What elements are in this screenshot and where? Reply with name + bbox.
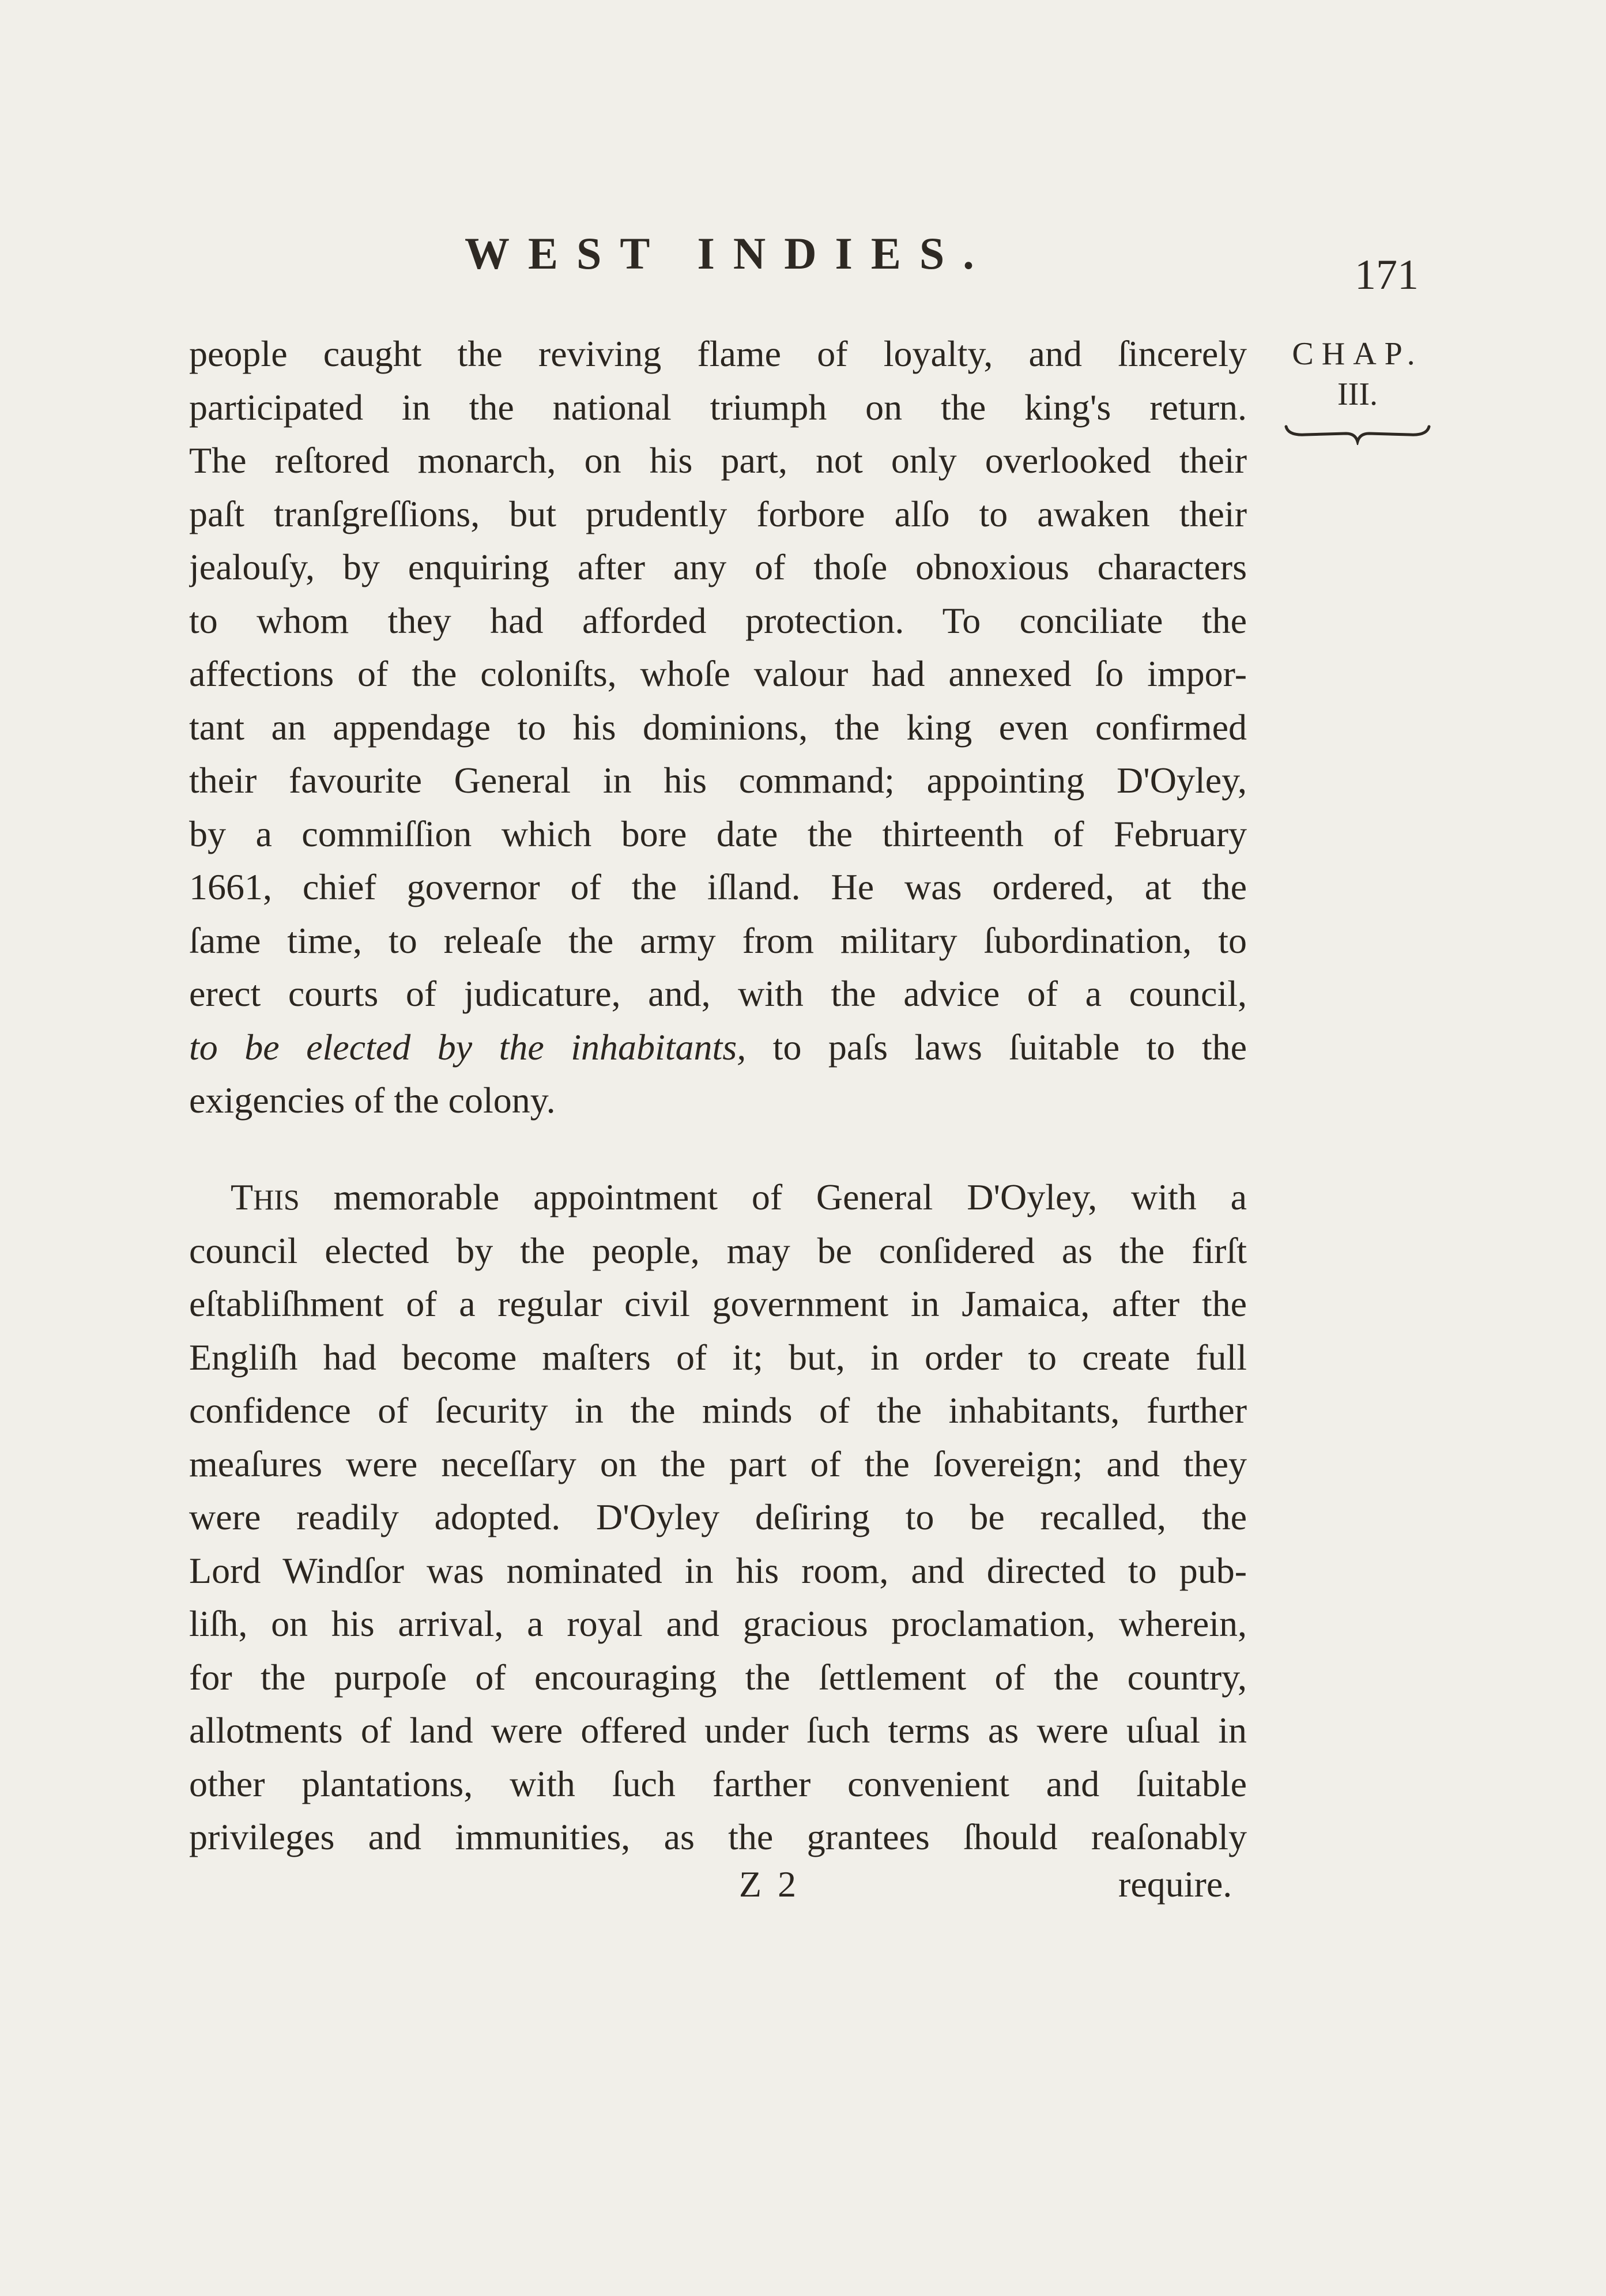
- chapter-margin-note: [1283, 335, 1432, 445]
- text-line: for the purpoſe of encouraging the ſettlement of the country,: [189, 1656, 1247, 1698]
- initial-capital: T: [231, 1177, 254, 1217]
- text-line: Engliſh had become maſters of it; but, in order to create full: [189, 1336, 1247, 1378]
- text-line: their favourite General in his command; appointing D'Oyley,: [189, 760, 1247, 801]
- text-line: The reſtored monarch, on his part, not only overlooked their: [189, 440, 1247, 481]
- text-line: allotments of land were offered under ſuch terms as were uſual in: [189, 1710, 1247, 1751]
- text-line: eſtabliſhment of a regular civil government in Jamaica, after the: [189, 1283, 1247, 1324]
- text-line: by a commiſſion which bore date the thirteenth of February: [189, 813, 1247, 854]
- text-line: jealouſy, by enquiring after any of thoſe obnoxious characters: [189, 546, 1247, 587]
- text-line: were readily adopted. D'Oyley deſiring to be recalled, the: [189, 1496, 1247, 1537]
- text-run: memorable appointment of General D'Oyley, with a: [299, 1177, 1247, 1217]
- brace-icon: [1283, 422, 1432, 445]
- text-line: council elected by the people, may be conſidered as the firſt: [189, 1230, 1247, 1271]
- chapter-number: III.: [1337, 376, 1378, 412]
- text-line: confidence of ſecurity in the minds of the inhabitants, further: [189, 1390, 1247, 1431]
- text-line: participated in the national triumph on the king's return.: [189, 386, 1247, 428]
- text-line: tant an appendage to his dominions, the king even confirmed: [189, 706, 1247, 748]
- running-title: WEST INDIES.: [465, 228, 993, 278]
- text-line: meaſures were neceſſary on the part of the ſovereign; and they: [189, 1443, 1247, 1484]
- text-line: exigencies of the colony.: [189, 1080, 556, 1121]
- text-line: other plantations, with ſuch farther convenient and ſuitable: [189, 1763, 1247, 1804]
- text-line: affections of the coloniſts, whoſe valour had annexed ſo impor-: [189, 653, 1247, 694]
- paragraph-2: [189, 1171, 1247, 1864]
- paragraph-1: [189, 327, 1247, 1128]
- signature-mark: Z 2: [739, 1864, 800, 1905]
- chapter-label: CHAP.: [1292, 336, 1423, 372]
- text-run: to paſs laws ſuitable to the: [746, 1026, 1247, 1068]
- text-line: to whom they had afforded protection. To conciliate the: [189, 600, 1247, 641]
- text-line: Lord Windſor was nominated in his room, and directed to pub-: [189, 1549, 1247, 1591]
- text-line: erect courts of judicature, and, with the advice of a council,: [189, 973, 1247, 1014]
- text-line: people caught the reviving flame of loyalty, and ſincerely: [189, 333, 1247, 374]
- text-line: 1661, chief governor of the iſland. He was ordered, at the: [189, 866, 1247, 907]
- italic-phrase: to be elected by the inhabitants,: [189, 1026, 747, 1068]
- text-line: [189, 1021, 1247, 1075]
- text-line: [189, 1171, 1247, 1224]
- catchword: require.: [1118, 1864, 1232, 1905]
- text-line: ſame time, to releaſe the army from military ſubordination, to: [189, 919, 1247, 961]
- small-caps: HIS: [253, 1183, 300, 1216]
- text-line: privileges and immunities, as the grantees ſhould reaſonably: [189, 1816, 1247, 1857]
- text-line: liſh, on his arrival, a royal and gracious proclamation, wherein,: [189, 1603, 1247, 1644]
- text-line: paſt tranſgreſſions, but prudently forbore alſo to awaken their: [189, 493, 1247, 534]
- page-number: 171: [1355, 251, 1419, 299]
